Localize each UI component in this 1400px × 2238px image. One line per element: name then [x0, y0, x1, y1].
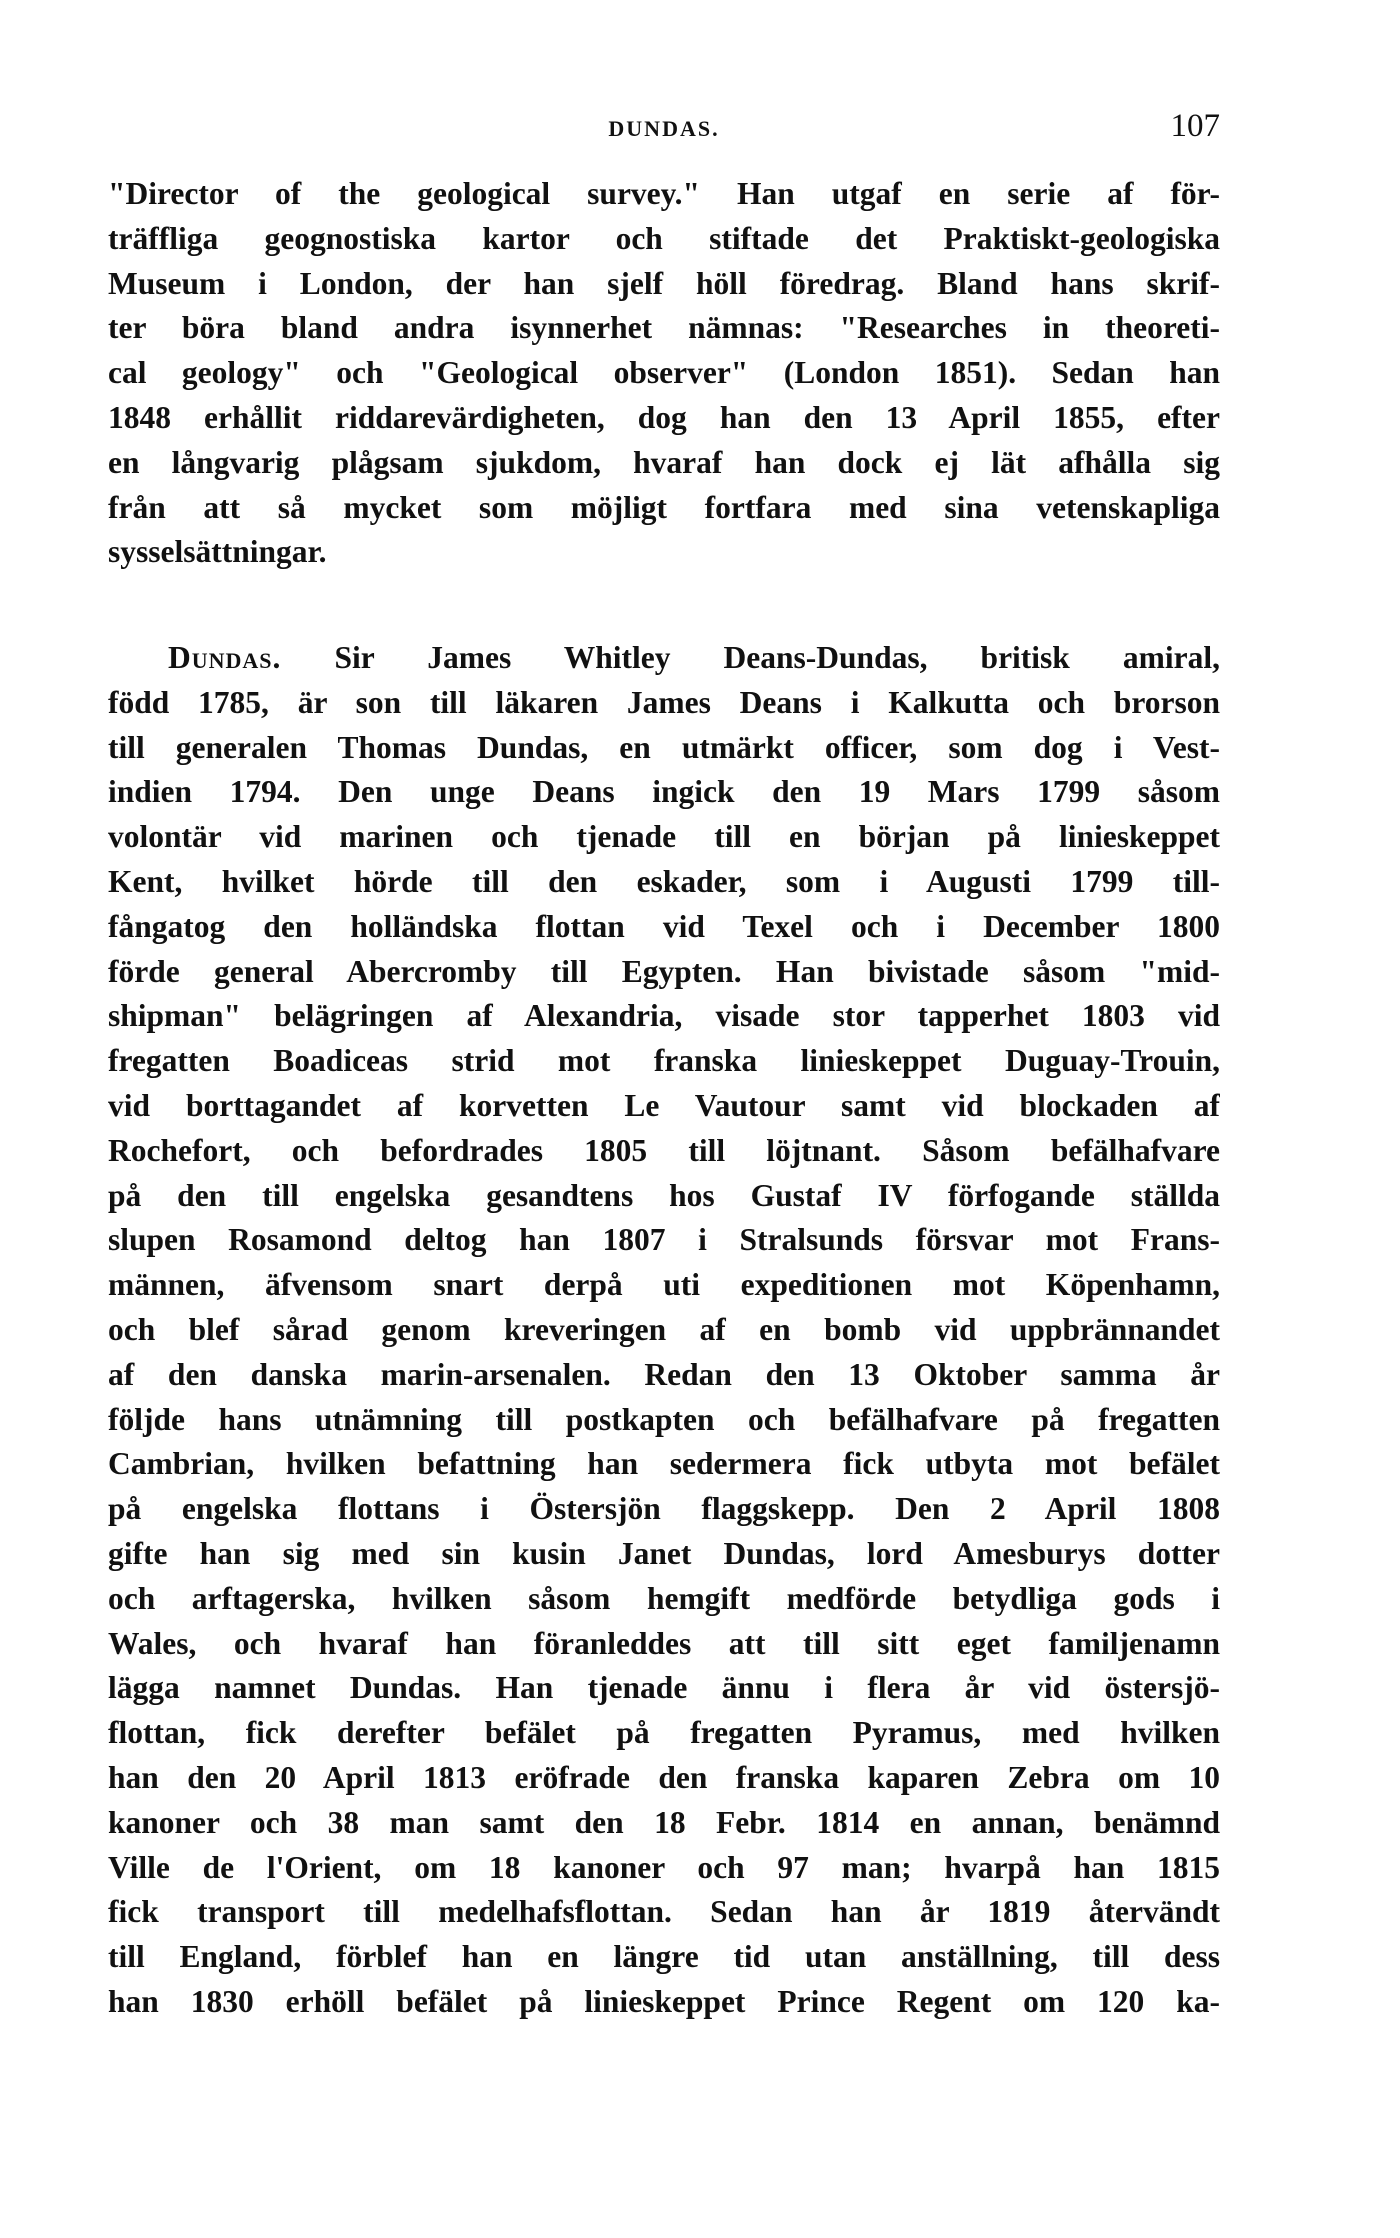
text-line: och arftagerska, hvilken såsom hemgift medförde betydliga gods i	[108, 1580, 1220, 1616]
text-line: Museum i London, der han sjelf höll föredrag. Bland hans skrif-	[108, 265, 1220, 301]
entry-paragraph	[108, 636, 1220, 2025]
text-line: han den 20 April 1813 eröfrade den franska kaparen Zebra om 10	[108, 1759, 1220, 1795]
text-line: Kent, hvilket hörde till den eskader, som i Augusti 1799 till-	[108, 863, 1220, 899]
page-number: 107	[1170, 108, 1220, 144]
text-line: 1848 erhållit riddarevärdigheten, dog han den 13 April 1855, efter	[108, 399, 1220, 435]
text-line: och blef sårad genom kreveringen af en bomb vid uppbrännandet	[108, 1311, 1220, 1347]
text-line: slupen Rosamond deltog han 1807 i Stralsunds försvar mot Frans-	[108, 1222, 1220, 1258]
text-line: sysselsättningar.	[108, 534, 327, 570]
text-line: shipman" belägringen af Alexandria, visade stor tapperhet 1803 vid	[108, 998, 1220, 1034]
text-line: en långvarig plågsam sjukdom, hvaraf han dock ej lät afhålla sig	[108, 444, 1220, 480]
text-line: Rochefort, och befordrades 1805 till löjtnant. Såsom befälhafvare	[108, 1132, 1220, 1168]
text-line: född 1785, är son till läkaren James Deans i Kalkutta och brorson	[108, 684, 1220, 720]
text-line: lägga namnet Dundas. Han tjenade ännu i flera år vid östersjö-	[108, 1670, 1220, 1706]
text-line: förde general Abercromby till Egypten. Han bivistade såsom "mid-	[108, 953, 1220, 989]
text-line: följde hans utnämning till postkapten och befälhafvare på fregatten	[108, 1401, 1220, 1437]
text-line: kanoner och 38 man samt den 18 Febr. 1814 en annan, benämnd	[108, 1804, 1220, 1840]
continuation-paragraph	[108, 172, 1220, 575]
text-line: från att så mycket som möjligt fortfara med sina vetenskapliga	[108, 489, 1220, 525]
entry-first-line	[108, 636, 1220, 681]
text-line: på engelska flottans i Östersjön flaggskepp. Den 2 April 1808	[108, 1491, 1220, 1527]
text-line: fregatten Boadiceas strid mot franska linieskeppet Duguay-Trouin,	[108, 1043, 1220, 1079]
text-line: männen, äfvensom snart derpå uti expeditionen mot Köpenhamn,	[108, 1267, 1220, 1303]
text-line: volontär vid marinen och tjenade till en början på linieskeppet	[108, 819, 1220, 855]
text-line: gifte han sig med sin kusin Janet Dundas, lord Amesburys dotter	[108, 1535, 1220, 1571]
text-line: Wales, och hvaraf han föranleddes att till sitt eget familjenamn	[108, 1625, 1220, 1661]
text-line: af den danska marin-arsenalen. Redan den 13 Oktober samma år	[108, 1356, 1220, 1392]
entry-headword: Dundas.	[168, 640, 282, 675]
text-line: cal geology" och "Geological observer" (London 1851). Sedan han	[108, 355, 1220, 391]
text-line: till generalen Thomas Dundas, en utmärkt officer, som dog i Vest-	[108, 729, 1220, 765]
running-head: DUNDAS.	[608, 116, 720, 141]
text-line: "Director of the geological survey." Han utgaf en serie af för-	[108, 176, 1220, 211]
text-line: Ville de l'Orient, om 18 kanoner och 97 man; hvarpå han 1815	[108, 1849, 1220, 1885]
text-line: indien 1794. Den unge Deans ingick den 19 Mars 1799 såsom	[108, 774, 1220, 810]
entry-first-line-text: Sir James Whitley Deans-Dundas, britisk amiral,	[334, 640, 1220, 675]
text-line: på den till engelska gesandtens hos Gustaf IV förfogande ställda	[108, 1177, 1220, 1213]
text-line: han 1830 erhöll befälet på linieskeppet Prince Regent om 120 ka-	[108, 1983, 1220, 2019]
page-header	[108, 108, 1220, 148]
text-line: ter böra bland andra isynnerhet nämnas: "Researches in theoreti-	[108, 310, 1220, 346]
text-line: flottan, fick derefter befälet på fregatten Pyramus, med hvilken	[108, 1715, 1220, 1751]
text-line: fick transport till medelhafsflottan. Sedan han år 1819 återvändt	[108, 1894, 1220, 1930]
text-line: fångatog den holländska flottan vid Texel och i December 1800	[108, 908, 1220, 944]
text-line: vid borttagandet af korvetten Le Vautour samt vid blockaden af	[108, 1087, 1220, 1123]
text-line: träffliga geognostiska kartor och stiftade det Praktiskt-geologiska	[108, 220, 1220, 256]
text-line: Cambrian, hvilken befattning han sedermera fick utbyta mot befälet	[108, 1446, 1220, 1482]
text-line: till England, förblef han en längre tid utan anställning, till dess	[108, 1939, 1220, 1975]
